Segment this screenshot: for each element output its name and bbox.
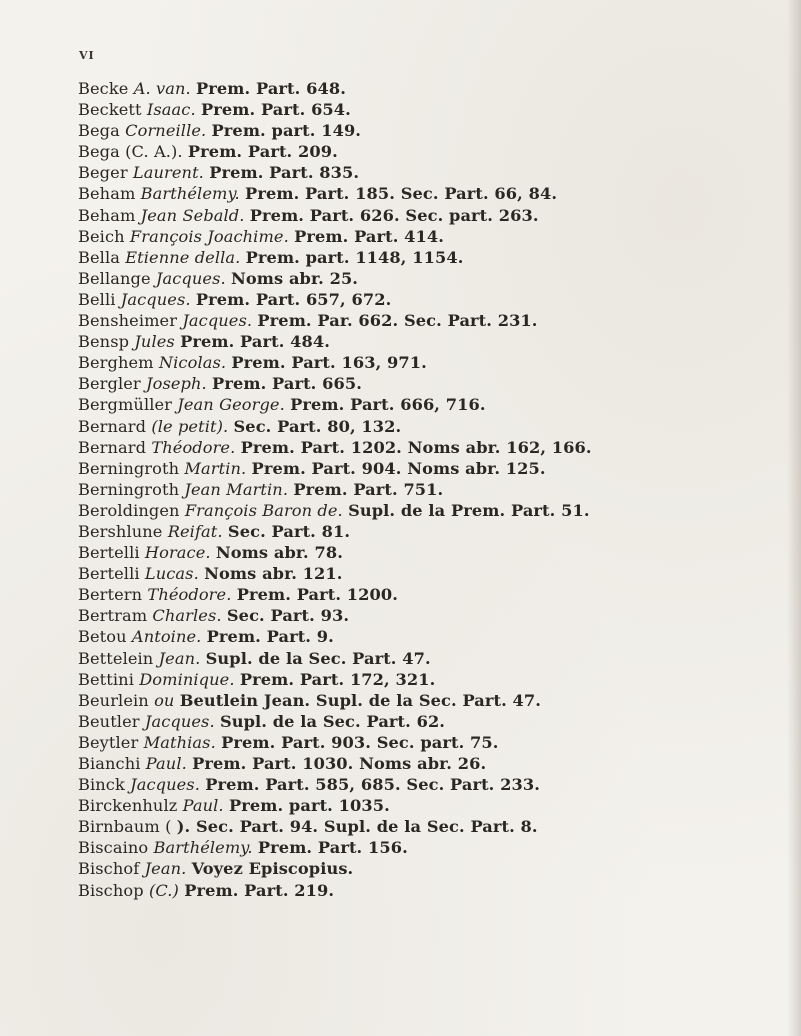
entry-surname: Bischop — [78, 880, 144, 900]
entry-surname: Beham — [78, 205, 136, 225]
index-entry — [78, 605, 793, 626]
entry-given-name: Charles. — [152, 606, 222, 626]
entry-reference: Prem. Part. 484. — [180, 332, 330, 352]
index-entry — [78, 437, 793, 458]
index-entry — [78, 795, 793, 816]
entry-reference: Beutlein Jean. Supl. de la Sec. Part. 47. — [179, 690, 542, 710]
entry-surname: Berningroth — [78, 479, 180, 499]
entry-reference: Sec. Part. 81. — [227, 521, 351, 541]
index-entry — [78, 183, 793, 204]
entry-reference: Prem. Part. 1202. Noms abr. 162, 166. — [240, 437, 592, 457]
entry-given-name: Barthélemy. — [140, 184, 240, 204]
entry-given-name: (C.) — [148, 880, 179, 900]
entry-reference: Prem. Part. 904. Noms abr. 125. — [251, 458, 546, 478]
entry-surname: Bischof — [78, 859, 140, 879]
index-entry — [78, 331, 793, 352]
index-entry — [78, 880, 793, 901]
entry-surname: Biscaino — [78, 838, 149, 858]
entry-surname: Belli — [78, 289, 116, 309]
entry-given-name: Etienne della. — [125, 247, 241, 267]
entry-reference: Sec. Part. 80, 132. — [233, 416, 402, 436]
entry-surname: Bettelein — [78, 648, 154, 668]
entry-surname: Bertram — [78, 606, 148, 626]
index-entry — [78, 648, 793, 669]
entry-reference: Prem. Part. 626. Sec. part. 263. — [249, 205, 539, 225]
entry-surname: Bershlune — [78, 521, 163, 541]
index-entry — [78, 247, 793, 268]
entry-reference: Prem. part. 1035. — [228, 796, 390, 816]
index-entry — [78, 521, 793, 542]
entry-reference: Prem. Part. 648. — [196, 79, 346, 98]
page-edge-shadow — [787, 0, 801, 1036]
entry-surname: Berningroth — [78, 458, 180, 478]
entry-given-name: Jacques. — [130, 775, 200, 795]
entry-surname: Bertelli — [78, 543, 140, 563]
entry-reference: Prem. part. 149. — [211, 121, 362, 141]
entry-surname: Binck — [78, 775, 125, 795]
index-entry — [78, 310, 793, 331]
entry-reference: Prem. Par. 662. Sec. Part. 231. — [257, 311, 538, 331]
entry-reference: Noms abr. 121. — [204, 564, 343, 584]
entry-given-name: Jean. — [158, 648, 201, 668]
entry-reference: Voyez Episcopius. — [191, 859, 354, 879]
entry-reference: Prem. Part. 654. — [200, 100, 351, 120]
entry-reference: Prem. Part. 172, 321. — [239, 669, 436, 689]
entry-reference: Supl. de la Sec. Part. 62. — [219, 711, 446, 731]
entry-surname: Bega — [78, 121, 120, 141]
entry-surname: Bianchi — [78, 754, 141, 773]
index-entry — [78, 99, 793, 120]
entry-given-name: A. van. — [133, 79, 191, 98]
entry-reference: Prem. Part. 666, 716. — [290, 395, 486, 415]
index-entry — [78, 162, 793, 183]
entry-reference: Prem. Part. 657, 672. — [195, 289, 392, 309]
entry-given-name: Mathias. — [143, 732, 216, 752]
entry-reference: Noms abr. 78. — [215, 543, 343, 563]
entry-surname: Bega (C. A.). — [78, 142, 183, 162]
entry-reference: Prem. Part. 414. — [294, 226, 445, 246]
entry-reference: Prem. Part. 751. — [293, 479, 444, 499]
index-entry — [78, 626, 793, 647]
entry-given-name: Théodore. — [147, 585, 232, 605]
entry-given-name: Jacques. — [144, 711, 215, 731]
entry-surname: Beutler — [78, 711, 140, 731]
entry-surname: Beich — [78, 226, 125, 246]
entry-given-name: Jean Sebald. — [140, 205, 245, 225]
entry-reference: Prem. Part. 1200. — [236, 585, 398, 605]
entry-surname: Bella — [78, 247, 120, 267]
entry-surname: Bertern — [78, 585, 143, 605]
index-entry — [78, 584, 793, 605]
index-entry — [78, 669, 793, 690]
entry-surname: Beroldingen — [78, 500, 180, 520]
entry-surname: Becke — [78, 79, 129, 98]
entry-reference: Prem. Part. 185. Sec. Part. 66, 84. — [245, 184, 558, 204]
index-entry — [78, 858, 793, 879]
entry-given-name: Lucas. — [144, 564, 199, 584]
entry-given-name: Corneille. — [125, 121, 207, 141]
entry-reference: Prem. Part. 585, 685. Sec. Part. 233. — [205, 775, 540, 795]
entry-given-name: Horace. — [144, 543, 211, 563]
entry-surname: Berghem — [78, 353, 154, 373]
entry-given-name: Joseph. — [146, 374, 207, 394]
entry-reference: Supl. de la Sec. Part. 47. — [205, 648, 431, 668]
index-entry — [78, 500, 793, 521]
entry-given-name: ou — [154, 690, 175, 710]
entry-given-name: (le petit). — [151, 416, 229, 436]
entry-reference: Noms abr. 25. — [230, 268, 359, 288]
entry-given-name: Jean. — [144, 859, 187, 879]
index-entry — [78, 816, 793, 837]
entry-surname: Birnbaum ( — [78, 817, 172, 837]
index-entry — [78, 394, 793, 415]
entry-surname: Bensheimer — [78, 311, 178, 331]
entry-surname: Bertelli — [78, 564, 140, 584]
entry-given-name: François Baron de. — [184, 500, 343, 520]
entry-given-name: Jean Martin. — [184, 479, 289, 499]
entry-reference: Prem. Part. 163, 971. — [231, 353, 427, 373]
index-entry — [78, 732, 793, 753]
entry-reference: Prem. Part. 903. Sec. part. 75. — [221, 732, 499, 752]
entry-given-name: François Joachime. — [129, 226, 289, 246]
entry-given-name: Martin. — [184, 458, 247, 478]
entry-given-name: Laurent. — [132, 163, 204, 183]
index-entry — [78, 563, 793, 584]
entry-reference: Prem. Part. 835. — [209, 163, 360, 183]
entry-surname: Betou — [78, 627, 127, 647]
entry-given-name: Jules — [134, 332, 175, 352]
page-number: VI — [79, 49, 95, 62]
entry-given-name: Reifat. — [167, 521, 223, 541]
index-entry — [78, 141, 793, 162]
entry-given-name: Jean George. — [177, 395, 285, 415]
entry-surname: Beham — [78, 184, 136, 204]
entry-reference: Prem. Part. 9. — [206, 627, 334, 647]
entry-given-name: Théodore. — [151, 437, 236, 457]
entry-reference: Prem. Part. 219. — [184, 880, 335, 900]
index-entry — [78, 542, 793, 563]
index-entry — [78, 753, 793, 774]
entry-given-name: Antoine. — [131, 627, 202, 647]
index-entry — [78, 837, 793, 858]
entry-given-name: Paul. — [182, 796, 224, 816]
entry-surname: Beger — [78, 163, 128, 183]
entry-surname: Beckett — [78, 100, 142, 120]
entry-given-name: Barthélemy. — [153, 838, 253, 858]
index-entry-list — [78, 78, 793, 901]
index-entry — [78, 479, 793, 500]
index-entry — [78, 352, 793, 373]
index-entry — [78, 711, 793, 732]
entry-surname: Bergmüller — [78, 395, 173, 415]
entry-reference: Prem. part. 1148, 1154. — [245, 247, 464, 267]
entry-given-name: Paul. — [145, 754, 187, 773]
entry-reference: Prem. Part. 156. — [257, 838, 408, 858]
index-entry — [78, 774, 793, 795]
index-entry — [78, 78, 793, 99]
entry-surname: Birckenhulz — [78, 796, 178, 816]
entry-surname: Bettini — [78, 669, 134, 689]
index-entry — [78, 226, 793, 247]
index-entry — [78, 690, 793, 711]
entry-reference: Supl. de la Prem. Part. 51. — [348, 500, 590, 520]
entry-reference: ). Sec. Part. 94. Supl. de la Sec. Part. 8. — [176, 817, 538, 837]
entry-given-name: Nicolas. — [158, 353, 227, 373]
entry-reference: Prem. Part. 1030. Noms abr. 26. — [192, 754, 487, 773]
index-entry — [78, 458, 793, 479]
index-entry — [78, 120, 793, 141]
entry-given-name: Jacques. — [182, 311, 253, 331]
entry-surname: Bernard — [78, 416, 147, 436]
index-entry — [78, 416, 793, 437]
entry-surname: Bellange — [78, 268, 151, 288]
index-entry — [78, 289, 793, 310]
entry-surname: Bergler — [78, 374, 141, 394]
entry-given-name: Dominique. — [139, 669, 235, 689]
entry-reference: Prem. Part. 665. — [212, 374, 362, 394]
entry-reference: Sec. Part. 93. — [226, 606, 350, 626]
entry-given-name: Jacques. — [155, 268, 226, 288]
entry-surname: Beurlein — [78, 690, 149, 710]
index-entry — [78, 373, 793, 394]
index-entry — [78, 268, 793, 289]
entry-surname: Bensp — [78, 332, 130, 352]
entry-reference: Prem. Part. 209. — [187, 142, 338, 162]
index-entry — [78, 205, 793, 226]
entry-surname: Beytler — [78, 732, 139, 752]
entry-surname: Bernard — [78, 437, 147, 457]
entry-given-name: Jacques. — [120, 289, 191, 309]
entry-given-name: Isaac. — [146, 100, 196, 120]
